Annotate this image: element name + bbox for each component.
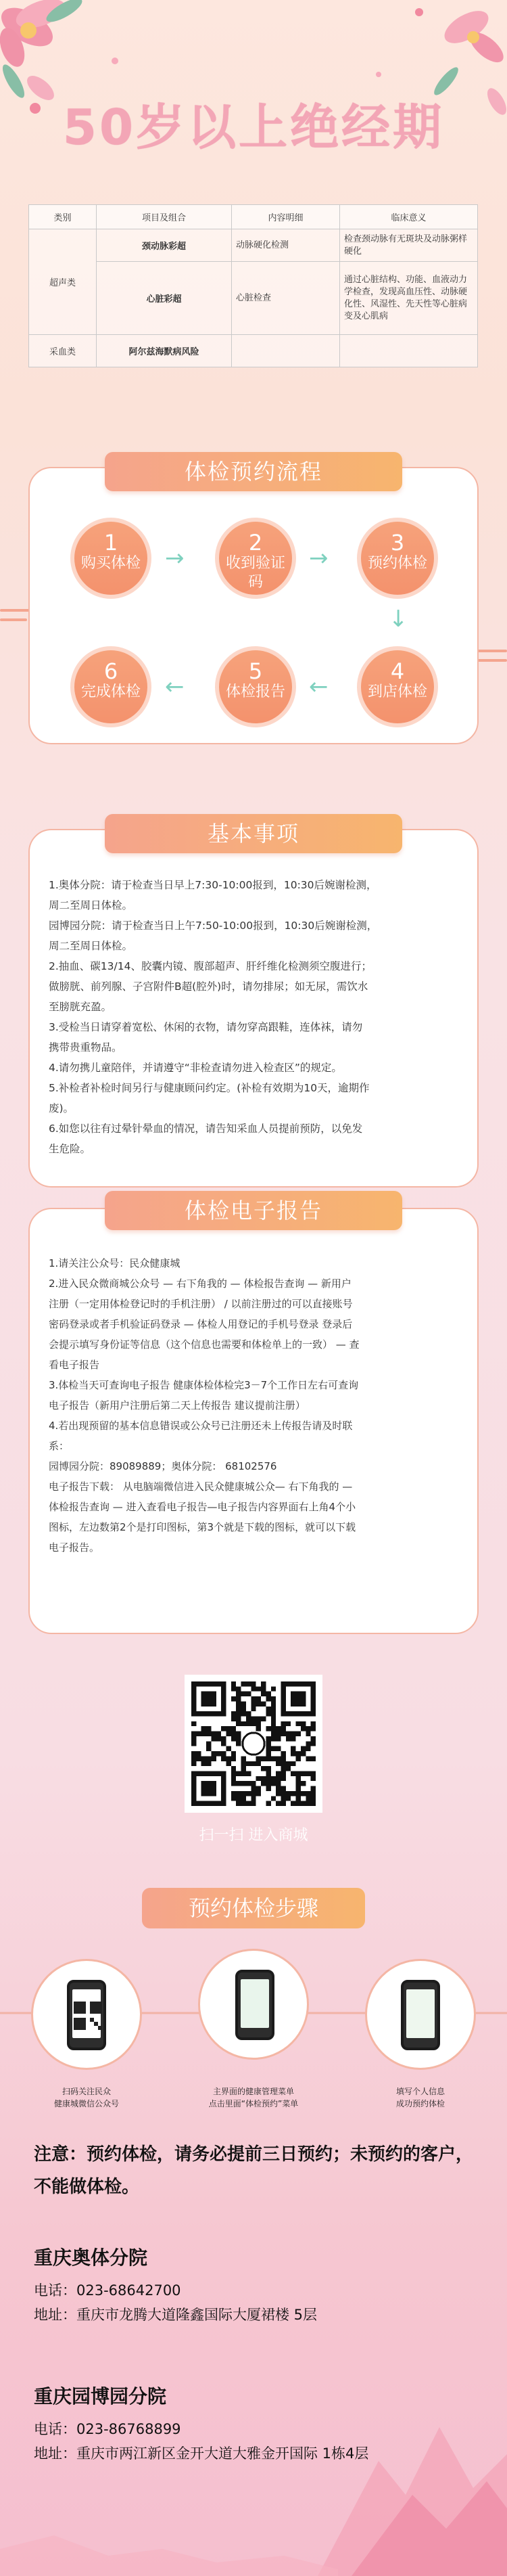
detail-cell (232, 335, 340, 367)
note-line: 携带贵重物品。 (49, 1041, 122, 1054)
flow-step-5 (215, 646, 296, 727)
booking-step-3-image (365, 1959, 476, 2070)
note-line: 1.奥体分院：请于检查当日早上7:30-10:00报到，10:30后婉谢检测， (49, 879, 377, 891)
note-line: 废)。 (49, 1102, 74, 1114)
note-line: 生危险。 (49, 1143, 91, 1155)
note-line: 看电子报告 (49, 1359, 100, 1371)
booking-step-2-image (198, 1949, 309, 2060)
note-line: 电子报告下载： 从电脑端微信进入民众健康城公众— 右下角我的 — (49, 1481, 353, 1493)
branch-name: 重庆园博园分院 (34, 2385, 167, 2408)
note-line: 4.若出现预留的基本信息错误或公众号已注册还未上传报告请及时联 (49, 1420, 353, 1432)
phone-icon (235, 1970, 274, 2040)
note-line: 2.抽血、碳13/14、胶囊内镜、腹部超声、肝纤维化检测须空腹进行； (49, 960, 372, 972)
booking-step-1-caption: 扫码关注民众 健康城微信公众号 (53, 2087, 119, 2108)
note-line: 3.受检当日请穿着宽松、休闲的衣物，请勿穿高跟鞋，连体袜，请勿 (49, 1021, 363, 1033)
step-number: 6 (103, 658, 118, 684)
basic-notes (49, 875, 458, 1159)
note-line: 5.补检者补检时间另行与健康顾问约定。(补检有效期为10天，逾期作 (49, 1082, 370, 1094)
step-number: 4 (390, 658, 405, 684)
step-label: 预约体检 (367, 555, 427, 572)
page-title: 50岁以上绝经期 (62, 99, 445, 156)
note-line: 电子报告。 (49, 1541, 100, 1554)
step-label: 完成体检 (80, 683, 141, 700)
note-line: 做膀胱、前列腺、子宫附件B超(腔外)时，请勿排尿；如无尿，需饮水 (49, 980, 368, 993)
exam-items-table (28, 204, 478, 367)
branch-aoti (34, 2243, 480, 2327)
flow-step-6 (70, 646, 151, 727)
table-header: 内容明细 (232, 205, 340, 229)
note-line: 注册（一定用体检登记时的手机注册） / 以前注册过的可以直接账号 (49, 1298, 353, 1310)
booking-section-title: 预约体检步骤 (142, 1888, 365, 1928)
meaning-cell: 检查颈动脉有无斑块及动脉粥样硬化 (340, 229, 478, 262)
item-cell: 颈动脉彩超 (97, 229, 232, 262)
branch-phone[interactable]: 电话：023-68642700 (34, 2282, 181, 2299)
note-line: 2.进入民众微商城公众号 — 右下角我的 — 体检报告查询 — 新用户 (49, 1278, 352, 1290)
branch-yuanboyuan (34, 2382, 480, 2466)
detail-cell: 心脏检查 (232, 262, 340, 335)
note-line: 会提示填写身份证等信息（这个信息也需要和体检单上的一致） — 查 (49, 1338, 360, 1351)
note-line: 密码登录或者手机验证码登录 — 体检人用登记的手机号登录 登录后 (49, 1318, 353, 1330)
note-line: 周二至周日体检。 (49, 940, 133, 952)
booking-notice: 注意：预约体检，请务必提前三日预约；未预约的客户，不能做体检。 (34, 2144, 474, 2197)
table-row (29, 335, 478, 367)
item-cell: 阿尔兹海默病风险 (97, 335, 232, 367)
qr-code-icon (191, 1681, 316, 1806)
note-line: 体检报告查询 — 进入查看电子报告—电子报告内容界面右上角4个小 (49, 1501, 356, 1513)
basic-section-title: 基本事项 (105, 814, 402, 853)
table-row (29, 262, 478, 335)
booking-step-2-caption: 主界面的健康管理菜单 点击里面“体检预约”菜单 (208, 2087, 299, 2108)
step-number: 1 (103, 530, 118, 556)
flow-step-4 (357, 646, 438, 727)
note-line: 图标，左边数第2个是打印图标，第3个就是下载的图标，就可以下载 (49, 1521, 356, 1533)
note-line: 6.如您以往有过晕针晕血的情况，请告知采血人员提前预防，以免发 (49, 1123, 363, 1135)
booking-step-1-image (31, 1959, 142, 2070)
flow-step-3 (357, 518, 438, 599)
note-line: 至膀胱充盈。 (49, 1001, 112, 1013)
note-line: 园博园分院：89089889；奥体分院： 68102576 (49, 1460, 277, 1472)
step-label: 收到验证码 (225, 555, 285, 591)
phone-icon (401, 1980, 440, 2050)
step-label: 到店体检 (367, 683, 427, 700)
hero-section (0, 0, 507, 420)
step-number: 5 (248, 658, 263, 684)
arrow-right-icon: → (309, 545, 329, 572)
note-line: 4.请勿携儿童陪伴，并请遵守“非检查请勿进入检查区”的规定。 (49, 1062, 342, 1074)
arrow-left-icon: ← (309, 673, 329, 700)
note-line: 园博园分院：请于检查当日上午7:50-10:00报到，10:30后婉谢检测， (49, 920, 378, 932)
note-line: 1.请关注公众号：民众健康城 (49, 1257, 180, 1269)
note-line: 周二至周日体检。 (49, 899, 133, 911)
item-cell: 心脏彩超 (97, 262, 232, 335)
arrow-down-icon: ↓ (389, 606, 408, 633)
qr-code[interactable] (185, 1675, 322, 1813)
step-number: 3 (390, 530, 405, 556)
table-row (29, 229, 478, 262)
branch-address: 地址：重庆市龙腾大道隆鑫国际大厦裙楼 5层 (34, 2307, 318, 2323)
category-cell: 超声类 (29, 229, 97, 335)
qr-caption: 扫一扫 进入商城 (199, 1827, 308, 1844)
branch-phone[interactable]: 电话：023-86768899 (34, 2421, 181, 2437)
step-label: 体检报告 (225, 683, 285, 700)
meaning-cell: 通过心脏结构、功能、血液动力学检查，发现高血压性、动脉硬化性、风湿性、先天性等心脏病变及心肌病 (340, 262, 478, 335)
report-notes (49, 1253, 461, 1558)
table-header: 类别 (29, 205, 97, 229)
phone-icon (67, 1980, 106, 2050)
note-line: 3.体检当天可查询电子报告 健康体检体检完3－7个工作日左右可查询 (49, 1379, 359, 1391)
arrow-left-icon: ← (165, 673, 185, 700)
flow-step-1 (70, 518, 151, 599)
flow-section-title: 体检预约流程 (105, 452, 402, 491)
table-header: 项目及组合 (97, 205, 232, 229)
qr-code-icon (74, 2002, 102, 2030)
category-cell: 采血类 (29, 335, 97, 367)
table-header-row (29, 205, 478, 229)
note-line: 电子报告（新用户注册后第二天上传报告 建议提前注册） (49, 1399, 306, 1411)
arrow-right-icon: → (165, 545, 185, 572)
detail-cell: 动脉硬化检测 (232, 229, 340, 262)
table-header: 临床意义 (340, 205, 478, 229)
report-section-title: 体检电子报告 (105, 1191, 402, 1230)
branch-name: 重庆奥体分院 (34, 2246, 148, 2269)
meaning-cell (340, 335, 478, 367)
step-number: 2 (248, 530, 263, 556)
step-label: 购买体检 (80, 555, 141, 572)
flow-step-2 (215, 518, 296, 599)
branch-address: 地址：重庆市两江新区金开大道大雅金开国际 1栋4层 (34, 2445, 369, 2462)
note-line: 系： (49, 1440, 70, 1452)
booking-step-3-caption: 填写个人信息 成功预约体检 (395, 2087, 445, 2108)
